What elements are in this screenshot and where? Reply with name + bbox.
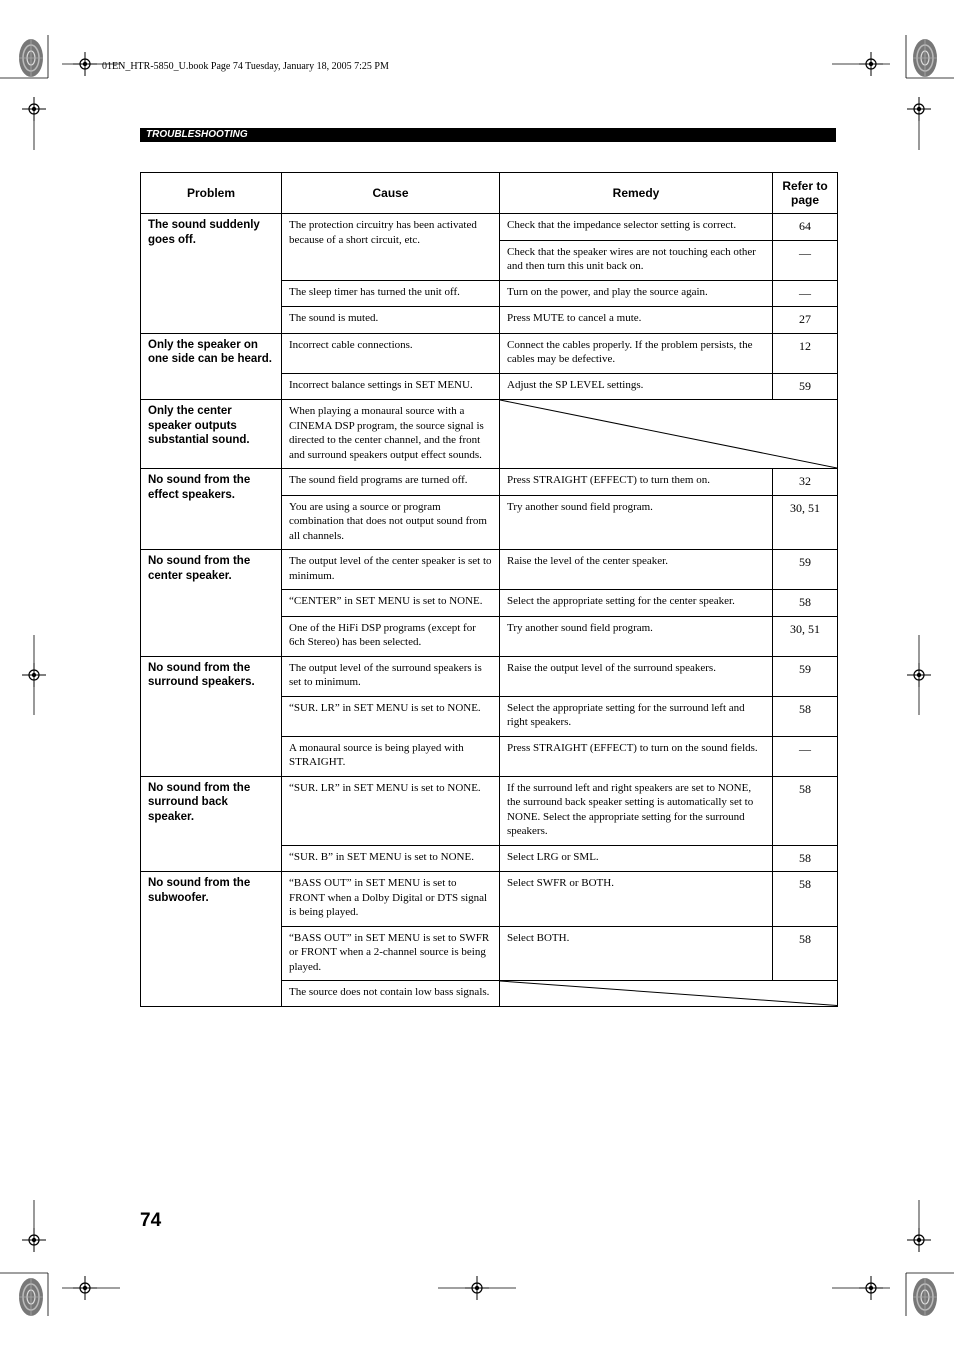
remedy-cell: Select BOTH. [500, 926, 773, 981]
section-title: TROUBLESHOOTING [146, 129, 248, 140]
cause-cell: You are using a source or program combination that does not output sound from all channels. [282, 495, 500, 550]
remedy-cell: Select SWFR or BOTH. [500, 872, 773, 927]
problem-cell: No sound from the effect speakers. [141, 469, 282, 550]
remedy-cell: Select the appropriate setting for the center speaker. [500, 590, 773, 617]
table-row [141, 469, 838, 496]
diagonal-slash [500, 400, 837, 468]
problem-cell: No sound from the surround back speaker. [141, 776, 282, 872]
page-ref-cell: 59 [773, 373, 838, 400]
table-row [141, 776, 838, 845]
table-row [141, 333, 838, 373]
page-ref-cell: 58 [773, 845, 838, 872]
header-refer-to-page: Refer to page [773, 173, 838, 214]
cause-cell: “SUR. B” in SET MENU is set to NONE. [282, 845, 500, 872]
page-ref-cell: 64 [773, 214, 838, 241]
page-ref-cell: 58 [773, 776, 838, 845]
problem-cell: Only the speaker on one side can be heard. [141, 333, 282, 400]
problem-cell: No sound from the subwoofer. [141, 872, 282, 1007]
remedy-cell: Raise the output level of the surround speakers. [500, 656, 773, 696]
cause-cell: The output level of the center speaker is set to minimum. [282, 550, 500, 590]
cause-cell: The sleep timer has turned the unit off. [282, 280, 500, 307]
diagonal-slash [500, 981, 837, 1006]
problem-cell: No sound from the surround speakers. [141, 656, 282, 776]
cause-cell: “BASS OUT” in SET MENU is set to FRONT when a Dolby Digital or DTS signal is being played. [282, 872, 500, 927]
not-applicable-cell [500, 981, 838, 1007]
remedy-cell: Check that the impedance selector setting is correct. [500, 214, 773, 241]
remedy-cell: Adjust the SP LEVEL settings. [500, 373, 773, 400]
problem-cell: No sound from the center speaker. [141, 550, 282, 657]
remedy-cell: Check that the speaker wires are not touching each other and then turn this unit back on. [500, 240, 773, 280]
header-remedy: Remedy [500, 173, 773, 214]
page-ref-cell: 32 [773, 469, 838, 496]
section-bar [140, 128, 836, 142]
problem-cell: The sound suddenly goes off. [141, 214, 282, 334]
page-ref-cell: — [773, 736, 838, 776]
table-row [141, 656, 838, 696]
remedy-cell: Turn on the power, and play the source again. [500, 280, 773, 307]
table-row [141, 214, 838, 241]
page-ref-cell: 12 [773, 333, 838, 373]
cause-cell: A monaural source is being played with STRAIGHT. [282, 736, 500, 776]
remedy-cell: Press MUTE to cancel a mute. [500, 307, 773, 334]
cause-cell: “SUR. LR” in SET MENU is set to NONE. [282, 776, 500, 845]
remedy-cell: Press STRAIGHT (EFFECT) to turn them on. [500, 469, 773, 496]
page-ref-cell: 30, 51 [773, 616, 838, 656]
table-row [141, 872, 838, 927]
header-problem: Problem [141, 173, 282, 214]
remedy-cell: Try another sound field program. [500, 495, 773, 550]
cause-cell: One of the HiFi DSP programs (except for 6ch Stereo) has been selected. [282, 616, 500, 656]
troubleshooting-table [140, 172, 838, 1007]
cause-cell: “BASS OUT” in SET MENU is set to SWFR or FRONT when a 2-channel source is being played. [282, 926, 500, 981]
remedy-cell: Try another sound field program. [500, 616, 773, 656]
page-ref-cell: 59 [773, 656, 838, 696]
page-ref-cell: 58 [773, 590, 838, 617]
page-ref-cell: 58 [773, 926, 838, 981]
cause-cell: “CENTER” in SET MENU is set to NONE. [282, 590, 500, 617]
cause-cell: The sound is muted. [282, 307, 500, 334]
cause-cell: When playing a monaural source with a CINEMA DSP program, the source signal is directed to the center channel, and the front and surround speakers output effect sounds. [282, 400, 500, 469]
cause-cell: The protection circuitry has been activated because of a short circuit, etc. [282, 214, 500, 281]
remedy-cell: Press STRAIGHT (EFFECT) to turn on the sound fields. [500, 736, 773, 776]
header-cause: Cause [282, 173, 500, 214]
cause-cell: The output level of the surround speakers is set to minimum. [282, 656, 500, 696]
remedy-cell: Raise the level of the center speaker. [500, 550, 773, 590]
remedy-cell: If the surround left and right speakers are set to NONE, the surround back speaker setting is automatically set to NONE. Select the appropriate setting for the surround speakers. [500, 776, 773, 845]
remedy-cell: Select LRG or SML. [500, 845, 773, 872]
page-ref-cell: 27 [773, 307, 838, 334]
table-header-row [141, 173, 838, 214]
table-row [141, 550, 838, 590]
remedy-cell: Select the appropriate setting for the surround left and right speakers. [500, 696, 773, 736]
cause-cell: The sound field programs are turned off. [282, 469, 500, 496]
page-ref-cell: — [773, 280, 838, 307]
page-ref-cell: — [773, 240, 838, 280]
print-header: 01EN_HTR-5850_U.book Page 74 Tuesday, January 18, 2005 7:25 PM [102, 61, 389, 72]
cause-cell: The source does not contain low bass signals. [282, 981, 500, 1007]
remedy-cell: Connect the cables properly. If the problem persists, the cables may be defective. [500, 333, 773, 373]
page-ref-cell: 30, 51 [773, 495, 838, 550]
cause-cell: Incorrect balance settings in SET MENU. [282, 373, 500, 400]
cause-cell: Incorrect cable connections. [282, 333, 500, 373]
problem-cell: Only the center speaker outputs substantial sound. [141, 400, 282, 469]
page-number: 74 [140, 1210, 162, 1231]
page-ref-cell: 59 [773, 550, 838, 590]
page-ref-cell: 58 [773, 696, 838, 736]
not-applicable-cell [500, 400, 838, 469]
table-row [141, 400, 838, 469]
page-ref-cell: 58 [773, 872, 838, 927]
cause-cell: “SUR. LR” in SET MENU is set to NONE. [282, 696, 500, 736]
